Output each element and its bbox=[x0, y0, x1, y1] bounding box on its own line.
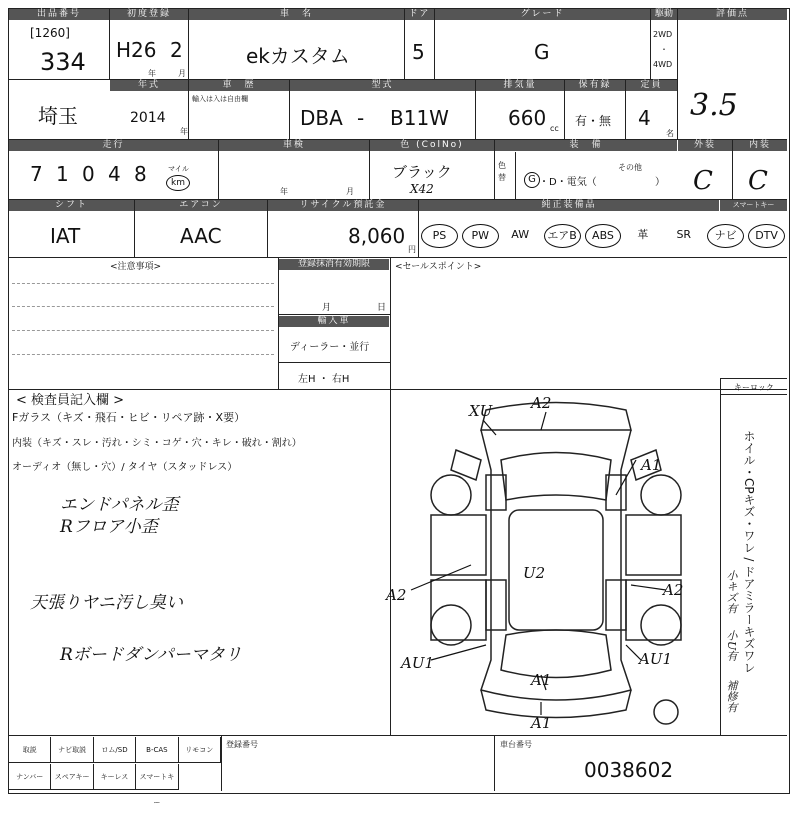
inspector-title: < 検査員記入欄 > bbox=[16, 393, 125, 408]
header-color: 色 (ColNo) bbox=[370, 140, 494, 151]
model-sep: - bbox=[357, 106, 365, 130]
import-steering: 左H ・ 右H bbox=[298, 374, 350, 385]
displacement: 660 bbox=[508, 106, 547, 130]
bottom-label: ナビ取説 bbox=[51, 737, 93, 763]
score-value: 3.5 bbox=[690, 88, 738, 123]
equip-other: その他 bbox=[618, 163, 642, 172]
mark-au1-right: AU1 bbox=[639, 650, 673, 668]
equip-item: ナビ bbox=[707, 224, 744, 248]
header-mileage: 走行 bbox=[9, 140, 218, 151]
header-drive: 駆動 bbox=[651, 9, 677, 20]
bottom-label: キーレス bbox=[94, 764, 136, 790]
mile-label: マイル bbox=[168, 165, 189, 173]
mileage-digit: 7 bbox=[30, 162, 43, 186]
model-year: 2014 bbox=[130, 110, 166, 126]
chassis-number: 0038602 bbox=[584, 758, 674, 782]
notes-label: <注意事項> bbox=[110, 262, 162, 272]
equip-item: AW bbox=[511, 228, 530, 241]
header-cc: 排気量 bbox=[476, 80, 564, 91]
shaken-year: 年 bbox=[280, 187, 288, 196]
inspector-interior: 内装（キズ・スレ・汚れ・シミ・コゲ・穴・キレ・破れ・割れ） bbox=[12, 438, 302, 449]
equip-item: PW bbox=[462, 224, 499, 248]
seating: 4 bbox=[638, 106, 651, 130]
header-model: 型式 bbox=[290, 80, 475, 91]
equip-item: ABS bbox=[585, 224, 622, 248]
header-first-reg: 初度登録 bbox=[110, 9, 188, 20]
header-grade: グレード bbox=[435, 9, 650, 20]
header-own: 保有録 bbox=[565, 80, 625, 91]
reg-expiry-day: 日 bbox=[377, 303, 387, 313]
mark-a2-front: A2 bbox=[531, 394, 552, 412]
header-equip2: 純正装備品 bbox=[419, 200, 719, 211]
mileage-digit: 8 bbox=[134, 162, 147, 186]
side-mark-2: 小U有 bbox=[725, 630, 738, 662]
sales-point-label: <セールスポイント> bbox=[395, 262, 482, 272]
mark-a1-rear: A1 bbox=[531, 671, 552, 689]
model-prefix: DBA bbox=[300, 106, 343, 130]
mark-a1-right: A1 bbox=[641, 456, 662, 474]
color-name: ブラック bbox=[392, 163, 452, 181]
header-seats: 定員 bbox=[626, 80, 677, 91]
color-change: 色替 bbox=[498, 161, 506, 182]
header-equip: 装 備 bbox=[495, 140, 677, 151]
header-year: 年式 bbox=[110, 80, 188, 91]
side-mark-3: 補修有 bbox=[725, 680, 738, 713]
header-shaken: 車検 bbox=[219, 140, 369, 151]
header-recycle: リサイクル預託金 bbox=[268, 200, 418, 211]
header-remote: スマートキー bbox=[720, 200, 787, 211]
equip-item: PS bbox=[421, 224, 458, 248]
equip-g-circle: G bbox=[524, 172, 540, 188]
year-unit: 年 bbox=[148, 69, 156, 78]
bottom-label: スマートキー bbox=[136, 764, 178, 790]
shift-value: IAT bbox=[50, 224, 81, 248]
bottom-label: リモコン bbox=[179, 737, 221, 763]
region: 埼玉 bbox=[38, 104, 78, 128]
mark-u2-roof: U2 bbox=[523, 564, 546, 582]
equip-line: ・D・電気（ bbox=[539, 177, 597, 188]
mark-a1-bumper: A1 bbox=[531, 714, 552, 732]
header-score: 評価点 bbox=[678, 9, 787, 20]
header-car-name: 車 名 bbox=[189, 9, 404, 20]
mileage-digit: 4 bbox=[108, 162, 121, 186]
recycle-value: 8,060 bbox=[348, 224, 406, 248]
equip-item: SR bbox=[676, 228, 692, 241]
equip-item: エアB bbox=[544, 224, 581, 248]
equip-item: 革 bbox=[637, 228, 649, 241]
model-code: B11W bbox=[390, 106, 449, 130]
side-vertical-text: ホイル・CPキズ・ワレ / ドアミラーキズワレ bbox=[742, 430, 756, 674]
header-lot: 出品番号 bbox=[9, 9, 109, 20]
equip-close: ） bbox=[655, 177, 665, 188]
seating-unit: 名 bbox=[666, 129, 674, 138]
equip-item: DTV bbox=[748, 224, 785, 248]
lot-number: 334 bbox=[40, 48, 86, 76]
bottom-label: ナンバー bbox=[9, 764, 51, 790]
header-int: 内装 bbox=[733, 140, 787, 151]
equip-items bbox=[419, 212, 787, 257]
car-name: ekカスタム bbox=[246, 44, 350, 68]
header-doors: ドア bbox=[405, 9, 434, 20]
doors-value: 5 bbox=[412, 40, 425, 64]
inspector-audio: オーディオ（無し・穴）/ タイヤ（スタッドレス） bbox=[12, 462, 238, 473]
bottom-label: B-CAS bbox=[136, 737, 178, 763]
import-note: 輸入は入は自由欄 bbox=[192, 95, 248, 103]
ownership: 有・無 bbox=[575, 114, 612, 128]
bottom-labels bbox=[9, 735, 221, 807]
displacement-unit: cc bbox=[550, 124, 559, 133]
header-reg-expiry: 登録抹消有効期限 bbox=[279, 259, 389, 270]
exterior-grade: C bbox=[693, 166, 713, 196]
model-year-unit: 年 bbox=[180, 127, 188, 136]
drive-4wd: 4WD bbox=[653, 60, 673, 69]
header-import: 輸入車 bbox=[279, 316, 389, 327]
mark-xu: XU bbox=[469, 402, 493, 420]
car-diagram bbox=[386, 390, 721, 735]
reg-expiry-month: 月 bbox=[322, 303, 332, 313]
note-3: 天張りヤニ汚し臭い bbox=[30, 593, 183, 613]
inspector-fglass: Fガラス（キズ・飛石・ヒビ・リペア跡・X要） bbox=[12, 411, 246, 424]
mark-a2-left: A2 bbox=[386, 586, 407, 604]
grade-value: G bbox=[534, 40, 550, 64]
header-aircon: エアコン bbox=[135, 200, 267, 211]
color-code: X42 bbox=[410, 182, 434, 196]
header-history: 車 歴 bbox=[189, 80, 289, 91]
keylock-label: キーロック bbox=[734, 383, 774, 392]
mileage-digit: 0 bbox=[82, 162, 95, 186]
first-reg-month: 2 bbox=[170, 38, 183, 62]
km-circle: km bbox=[166, 175, 190, 191]
mark-au1-left: AU1 bbox=[401, 654, 435, 672]
note-4: Rボードダンパーマタリ bbox=[60, 645, 242, 665]
side-mark-1: 小キズ有 bbox=[725, 570, 738, 614]
drive-2wd: 2WD bbox=[653, 30, 673, 39]
reg-number-label: 登録番号 bbox=[226, 740, 258, 749]
bottom-label: 取説 bbox=[9, 737, 51, 763]
month-unit: 月 bbox=[178, 69, 186, 78]
import-dealer: ディーラー・並行 bbox=[290, 342, 370, 353]
shaken-month: 月 bbox=[346, 187, 354, 196]
chassis-label: 車台番号 bbox=[500, 740, 532, 749]
aircon-value: AAC bbox=[180, 224, 222, 248]
first-reg-era: H26 bbox=[116, 38, 157, 62]
bottom-label: ロム/SD bbox=[94, 737, 136, 763]
header-shift: シフト bbox=[9, 200, 134, 211]
mileage-digit: 1 bbox=[56, 162, 69, 186]
lot-code: [1260] bbox=[30, 26, 70, 40]
mark-a2-right: A2 bbox=[663, 581, 684, 599]
drive-dot: ・ bbox=[660, 45, 668, 54]
header-ext: 外装 bbox=[678, 140, 732, 151]
recycle-unit: 円 bbox=[408, 245, 416, 254]
note-2: Rフロア小歪 bbox=[60, 517, 158, 537]
note-1: エンドパネル歪 bbox=[60, 495, 179, 515]
bottom-label: スペアキー bbox=[51, 764, 93, 790]
interior-grade: C bbox=[748, 166, 768, 196]
